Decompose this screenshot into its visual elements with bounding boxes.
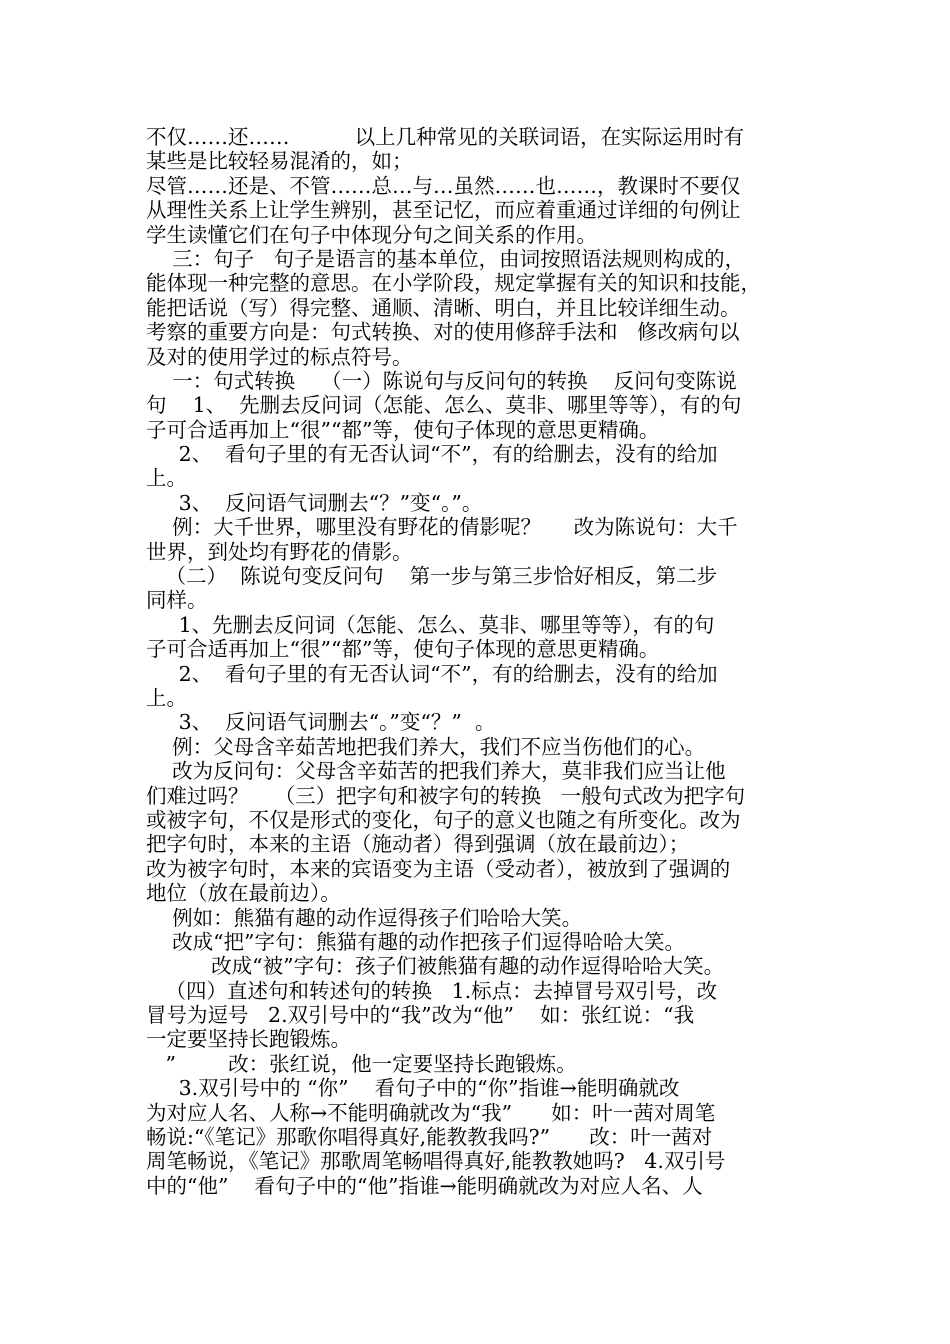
text-line: 及对的使用学过的标点符号。 <box>146 344 413 369</box>
document-body <box>146 125 816 1198</box>
text-line: 3.双引号中的 “你” 看句子中的“你”指谁→能明确就改 <box>146 1076 680 1101</box>
text-line: 能体现一种完整的意思。在小学阶段，规定掌握有关的知识和技能， <box>146 271 761 296</box>
text-line: 子可合适再加上“很”“都”等，使句子体现的意思更精确。 <box>146 637 660 662</box>
text-line: 子可合适再加上“很”“都”等，使句子体现的意思更精确。 <box>146 417 660 442</box>
text-line: 学生读懂它们在句子中体现分句之间关系的作用。 <box>146 222 597 247</box>
text-line: 考察的重要方向是：句式转换、对的使用修辞手法和 修改病句以 <box>146 320 740 345</box>
text-line: 改成“把”字句：熊猫有趣的动作把孩子们逗得哈哈大笑。 <box>146 929 686 954</box>
text-line: 3、 反问语气词删去“。”变“？” 。 <box>146 710 496 735</box>
text-line: 3、 反问语气词删去“？”变“。”。 <box>146 490 483 515</box>
text-line: 例：大千世界，哪里没有野花的倩影呢？ 改为陈说句：大千 <box>146 515 738 540</box>
text-line: 改成“被”字句：孩子们被熊猫有趣的动作逗得哈哈大笑。 <box>146 954 725 979</box>
text-line: 一：句式转换 （一）陈说句与反问句的转换 反问句变陈说 <box>146 368 737 393</box>
text-line: 把字句时，本来的主语（施动者）得到强调（放在最前边）； <box>146 832 690 857</box>
text-line: 从理性关系上让学生辨别，甚至记忆，而应着重通过详细的句例让 <box>146 198 741 223</box>
text-line: 改为被字句时，本来的宾语变为主语（受动者），被放到了强调的 <box>146 856 731 881</box>
text-line: 尽管……还是、不管……总…与…虽然……也……，教课时不要仅 <box>146 173 741 198</box>
text-line: 世界，到处均有野花的倩影。 <box>146 539 413 564</box>
text-line: 某些是比较轻易混淆的，如； <box>146 149 413 174</box>
text-line: 能把话说（写）得完整、通顺、清晰、明白，并且比较详细生动。 <box>146 295 741 320</box>
text-line: 上。 <box>146 466 187 491</box>
text-line: 改为反问句：父母含辛茹苦的把我们养大，莫非我们应当让他 <box>146 759 726 784</box>
text-line: 冒号为逗号 2.双引号中的“我”改为“他” 如：张红说：“我 <box>146 1003 695 1028</box>
text-line: 中的“他” 看句子中的“他”指谁→能明确就改为对应人名、人 <box>146 1173 703 1198</box>
text-line: （二） 陈说句变反问句 第一步与第三步恰好相反，第二步 <box>146 564 718 589</box>
text-line: ” 改：张红说，他一定要坚持长跑锻炼。 <box>146 1051 577 1076</box>
text-line: 为对应人名、人称→不能明确就改为“我” 如：叶一茜对周笔 <box>146 1100 716 1125</box>
text-line: 1、先删去反问词（怎能、怎么、莫非、哪里等等），有的句 <box>146 612 715 637</box>
text-line: 畅说:“《笔记》那歌你唱得真好,能教教我吗?” 改：叶一茜对 <box>146 1125 713 1150</box>
text-line: 例如：熊猫有趣的动作逗得孩子们哈哈大笑。 <box>146 905 583 930</box>
text-line: 三：句子 句子是语言的基本单位，由词按照语法规则构成的， <box>146 246 746 271</box>
text-line: 例：父母含辛茹苦地把我们养大，我们不应当伤他们的心。 <box>146 734 706 759</box>
text-line: 们难过吗？ （三）把字句和被字句的转换 一般句式改为把字句 <box>146 783 746 808</box>
text-line: 地位（放在最前边）。 <box>146 881 341 906</box>
text-line: 2、 看句子里的有无否认词“不”，有的给删去，没有的给加 <box>146 661 718 686</box>
text-line: 或被字句，不仅是形式的变化，句子的意义也随之有所变化。改为 <box>146 807 741 832</box>
text-line: （四）直述句和转述句的转换 1.标点：去掉冒号双引号，改 <box>146 978 718 1003</box>
text-line: 不仅……还…… 以上几种常见的关联词语，在实际运用时有 <box>146 125 745 149</box>
text-line: 2、 看句子里的有无否认词“不”，有的给删去，没有的给加 <box>146 442 718 467</box>
text-line: 同样。 <box>146 588 208 613</box>
text-line: 上。 <box>146 685 187 710</box>
text-line: 一定要坚持长跑锻炼。 <box>146 1027 351 1052</box>
text-line: 周笔畅说，《笔记》那歌周笔畅唱得真好,能教教她吗? 4.双引号 <box>146 1149 726 1174</box>
text-line: 句 1、 先删去反问词（怎能、怎么、莫非、哪里等等），有的句 <box>146 393 742 418</box>
